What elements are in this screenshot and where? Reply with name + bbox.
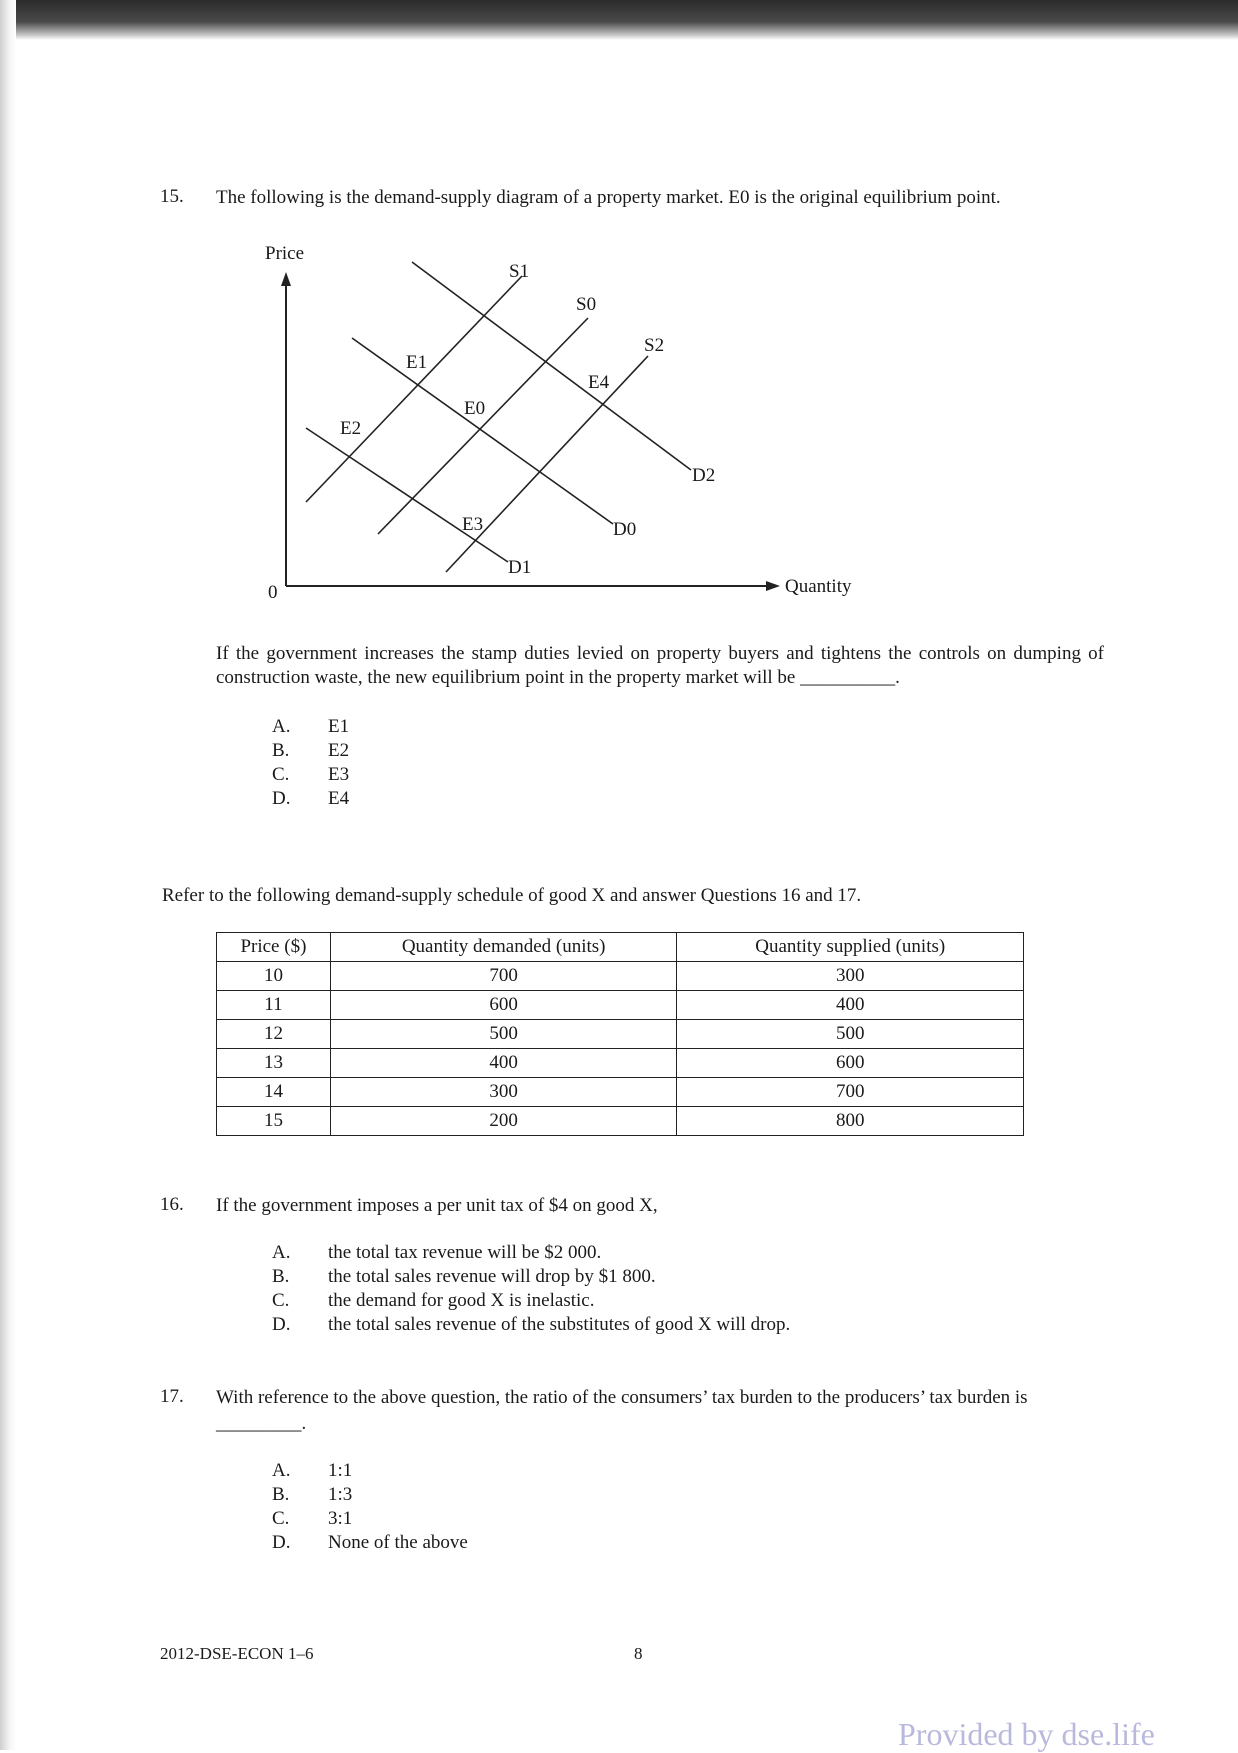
- x-axis-arrow-icon: [766, 581, 780, 591]
- q17-option-d-letter: D.: [272, 1532, 291, 1553]
- q16-option-b-text: the total sales revenue will drop by $1 800.: [328, 1266, 656, 1287]
- q17-option-c-text: 3:1: [328, 1508, 353, 1529]
- cell-price: 15: [217, 1107, 331, 1136]
- q15-option-a-letter: A.: [272, 716, 291, 737]
- cell-qs: 600: [677, 1049, 1024, 1078]
- y-axis-arrow-icon: [281, 272, 291, 286]
- q16-number: 16.: [160, 1194, 184, 1215]
- table-row: [217, 1049, 1024, 1078]
- q15-blank: __________.: [800, 667, 900, 688]
- q17-option-b-text: 1:3: [328, 1484, 353, 1505]
- cell-price: 14: [217, 1078, 331, 1107]
- cell-qd: 500: [330, 1020, 677, 1049]
- cell-qs: 400: [677, 991, 1024, 1020]
- y-axis-label: Price: [265, 243, 305, 264]
- q15-intro: The following is the demand-supply diagram of a property market. E0 is the original equilibrium point.: [216, 187, 1001, 208]
- label-s1: S1: [509, 261, 530, 282]
- cell-qs: 800: [677, 1107, 1024, 1136]
- curve-d2: [412, 262, 691, 470]
- q16-stem: If the government imposes a per unit tax of $4 on good X,: [216, 1195, 658, 1216]
- watermark: Provided by dse.life: [898, 1716, 1155, 1752]
- table-row: [217, 1078, 1024, 1107]
- label-e1: E1: [406, 352, 428, 373]
- footer-page-number: 8: [634, 1644, 643, 1663]
- q15-option-b-letter: B.: [272, 740, 290, 761]
- q16-option-a-letter: A.: [272, 1242, 291, 1263]
- q17-option-a-letter: A.: [272, 1460, 291, 1481]
- curve-d1: [306, 428, 508, 562]
- label-e0: E0: [464, 398, 486, 419]
- table-intro: Refer to the following demand-supply schedule of good X and answer Questions 16 and 17.: [162, 885, 862, 906]
- table-row: [217, 1020, 1024, 1049]
- cell-qd: 300: [330, 1078, 677, 1107]
- table-row: [217, 962, 1024, 991]
- q17-option-a-text: 1:1: [328, 1460, 353, 1481]
- cell-qs: 300: [677, 962, 1024, 991]
- header-quantity-demanded: Quantity demanded (units): [330, 933, 677, 962]
- q17-option-b-letter: B.: [272, 1484, 290, 1505]
- cell-price: 11: [217, 991, 331, 1020]
- cell-qs: 500: [677, 1020, 1024, 1049]
- table-row: [217, 991, 1024, 1020]
- demand-supply-schedule-table: [216, 932, 1024, 1136]
- q17-stem: With reference to the above question, the ratio of the consumers’ tax burden to the producers’ tax burden is: [216, 1387, 1028, 1408]
- q15-stem: [216, 642, 1104, 690]
- q16-option-c-letter: C.: [272, 1290, 290, 1311]
- label-d1: D1: [508, 557, 532, 578]
- curve-s0: [378, 318, 588, 534]
- q16-option-c-text: the demand for good X is inelastic.: [328, 1290, 595, 1311]
- label-d0: D0: [613, 519, 637, 540]
- table-header-row: [217, 933, 1024, 962]
- q15-option-b-text: E2: [328, 740, 350, 761]
- q15-stem-text: If the government increases the stamp duties levied on property buyers and tightens the controls on dumping of construction waste, the new equilibrium point in the property market will be: [216, 643, 1104, 688]
- q15-option-c-text: E3: [328, 764, 350, 785]
- cell-price: 13: [217, 1049, 331, 1078]
- table-row: [217, 1107, 1024, 1136]
- cell-price: 10: [217, 962, 331, 991]
- footer-exam-code: 2012-DSE-ECON 1–6: [160, 1644, 314, 1663]
- q16-option-a-text: the total tax revenue will be $2 000.: [328, 1242, 602, 1263]
- q15-option-d-text: E4: [328, 788, 350, 809]
- demand-supply-diagram: [0, 0, 1238, 620]
- q16-option-d-letter: D.: [272, 1314, 291, 1335]
- label-e3: E3: [462, 514, 484, 535]
- label-e2: E2: [340, 418, 362, 439]
- label-s2: S2: [644, 335, 665, 356]
- q17-blank: _________.: [216, 1413, 307, 1434]
- x-axis-label: Quantity: [785, 576, 852, 597]
- curve-d0: [352, 338, 613, 524]
- cell-qd: 400: [330, 1049, 677, 1078]
- q16-option-b-letter: B.: [272, 1266, 290, 1287]
- q16-option-d-text: the total sales revenue of the substitutes of good X will drop.: [328, 1314, 791, 1335]
- cell-qd: 600: [330, 991, 677, 1020]
- q15-option-a-text: E1: [328, 716, 350, 737]
- curve-s1: [306, 276, 522, 502]
- label-d2: D2: [692, 465, 716, 486]
- q17-number: 17.: [160, 1386, 184, 1407]
- cell-price: 12: [217, 1020, 331, 1049]
- label-e4: E4: [588, 372, 610, 393]
- q15-option-c-letter: C.: [272, 764, 290, 785]
- label-s0: S0: [576, 294, 597, 315]
- header-quantity-supplied: Quantity supplied (units): [677, 933, 1024, 962]
- origin-label: 0: [268, 582, 278, 603]
- q17-option-c-letter: C.: [272, 1508, 290, 1529]
- q17-option-d-text: None of the above: [328, 1532, 468, 1553]
- q15-number: 15.: [160, 186, 184, 207]
- cell-qs: 700: [677, 1078, 1024, 1107]
- cell-qd: 200: [330, 1107, 677, 1136]
- cell-qd: 700: [330, 962, 677, 991]
- header-price: Price ($): [217, 933, 331, 962]
- q15-option-d-letter: D.: [272, 788, 291, 809]
